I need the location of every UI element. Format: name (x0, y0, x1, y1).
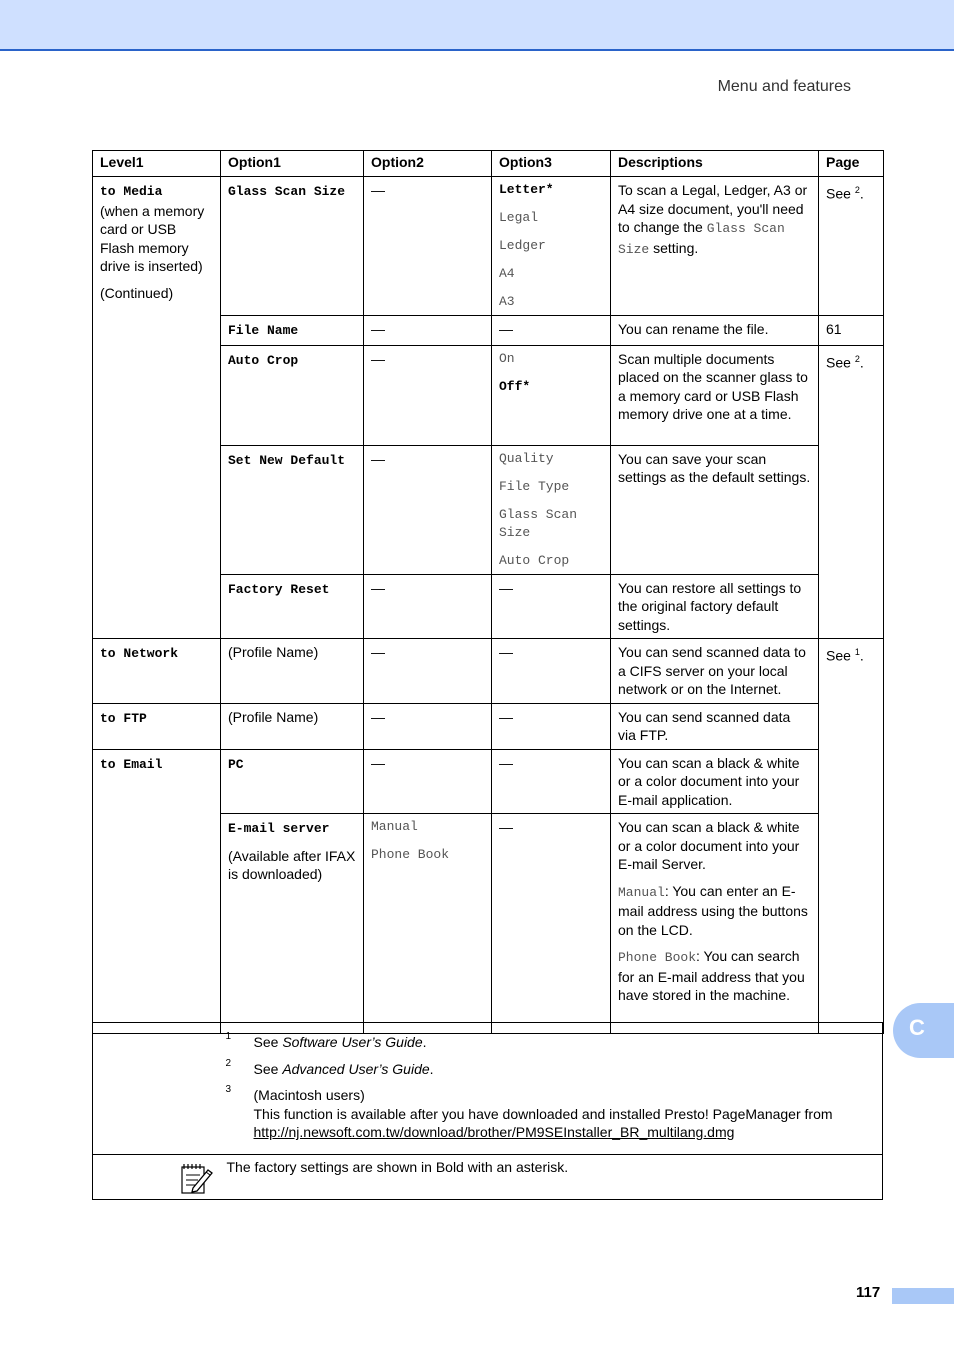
note-text: The factory settings are shown in Bold with an asterisk. (221, 1154, 883, 1200)
description-cell: You can scan a black & white or a color document into your E-mail application. (611, 749, 819, 814)
option3-legal: Legal (499, 210, 539, 225)
description-cell: You can save your scan settings as the default settings. (611, 445, 819, 574)
footnote-number: 2 (225, 1057, 232, 1069)
footnote-2 (221, 1057, 875, 1079)
option3-ledger: Ledger (499, 238, 546, 253)
footnote-guide-title: Software User’s Guide (282, 1034, 423, 1050)
description-cell: You can rename the file. (611, 316, 819, 346)
option3-on: On (499, 350, 515, 366)
col-header-option3: Option3 (492, 151, 611, 177)
level1-media-cell (93, 177, 221, 639)
option3-a3: A3 (499, 294, 515, 309)
level1-media-note: (when a memory card or USB Flash memory drive is inserted) (100, 202, 205, 274)
option3-dash: — (492, 703, 611, 749)
option3-a4: A4 (499, 266, 515, 281)
footnote-period: . (429, 1060, 434, 1077)
footnote-period: . (422, 1034, 427, 1050)
col-header-option2: Option2 (364, 151, 492, 177)
option2-list (364, 814, 492, 1034)
chapter-tab (893, 1003, 954, 1058)
note-pencil-icon (179, 1161, 213, 1195)
footnote-text: (Macintosh users) (253, 1087, 365, 1103)
desc-phone-book-text: : You can search for an E-mail address that you have stored in the machine. (618, 948, 805, 1003)
footnote-guide-title: Advanced User’s Guide (282, 1060, 430, 1077)
option2-dash: — (364, 316, 492, 346)
page-see: See (826, 185, 851, 202)
footnote-number: 1 (225, 1031, 232, 1042)
option3-glass-scan-size: Glass Scan Size (499, 506, 578, 540)
option2-dash: — (364, 749, 492, 814)
option1-set-new-default: Set New Default (228, 452, 346, 468)
option3-dash: — (492, 574, 611, 639)
option3-dash: — (492, 749, 611, 814)
top-banner (0, 0, 954, 51)
footnotes-cell (221, 1023, 883, 1155)
col-header-page: Page (819, 151, 884, 177)
page-number-bar (892, 1288, 954, 1304)
option2-manual: Manual (371, 819, 418, 834)
level1-email: to Email (100, 756, 163, 772)
page-period: . (859, 647, 864, 664)
level1-continued: (Continued) (100, 284, 174, 301)
col-header-level1: Level1 (93, 151, 221, 177)
option1-profile-name: (Profile Name) (221, 639, 364, 704)
description-cell (611, 814, 819, 1034)
desc-phone-book-code: Phone Book (618, 950, 697, 965)
option3-quality: Quality (499, 450, 554, 466)
option3-list (492, 445, 611, 574)
option2-dash: — (364, 345, 492, 445)
option1-email-server: E-mail server (228, 821, 330, 836)
option2-dash: — (364, 177, 492, 316)
page-see: See (826, 647, 851, 664)
level1-network: to Network (100, 646, 179, 661)
desc-phone-book (618, 947, 811, 1005)
option1-glass-scan-size: Glass Scan Size (228, 184, 346, 199)
option2-dash: — (364, 574, 492, 639)
footnote-text: See (253, 1034, 283, 1050)
option1-factory-reset: Factory Reset (228, 581, 330, 597)
menu-table (92, 150, 884, 1034)
footnote-ref: 1 (854, 647, 860, 657)
col-header-descriptions: Descriptions (611, 151, 819, 177)
option2-dash: — (364, 639, 492, 704)
option3-file-type: File Type (499, 478, 570, 494)
description-cell: You can send scanned data via FTP. (611, 703, 819, 749)
option1-file-name: File Name (228, 323, 299, 338)
footnote-number: 3 (225, 1084, 232, 1095)
desc-text: You can scan a black & white or a color document into your E-mail Server. (618, 819, 800, 872)
footnote-text: See (253, 1060, 283, 1077)
page-cell (819, 177, 884, 316)
option1-auto-crop: Auto Crop (228, 352, 299, 368)
page-period: . (859, 354, 864, 371)
desc-code: Glass Scan Size (618, 221, 785, 257)
level1-media: to Media (100, 184, 163, 199)
col-header-option1: Option1 (221, 151, 364, 177)
page-cell (819, 345, 884, 639)
option2-dash: — (364, 703, 492, 749)
option3-letter: Letter* (499, 182, 554, 197)
table-row (93, 703, 884, 749)
option1-pc: PC (228, 756, 244, 772)
option1-email-server-cell (221, 814, 364, 1034)
footnotes-row (93, 1023, 883, 1155)
option3-dash: — (492, 316, 611, 346)
page-period: . (859, 185, 864, 202)
page-cell (819, 639, 884, 1034)
description-cell: You can restore all settings to the original factory default settings. (611, 574, 819, 639)
download-link[interactable]: http://nj.newsoft.com.tw/download/brother/PM9SEInstaller_BR_multilang.dmg (253, 1124, 735, 1140)
desc-manual-text: : You can enter an E-mail address using the buttons on the LCD. (618, 882, 808, 938)
desc-text-post: setting. (649, 239, 699, 256)
table-row (93, 639, 884, 704)
option1-profile-name: (Profile Name) (221, 703, 364, 749)
footnote-ref: 2 (854, 353, 860, 364)
footnote-3 (221, 1086, 875, 1142)
option1-email-server-note: (Available after IFAX is downloaded) (228, 847, 356, 882)
table-row (93, 749, 884, 814)
description-cell: Scan multiple documents placed on the scanner glass to a memory card or USB Flash memory drive one at a time. (611, 345, 819, 445)
page-see: See (826, 354, 851, 371)
option2-dash: — (364, 445, 492, 574)
option3-dash: — (492, 639, 611, 704)
desc-manual-code: Manual (618, 884, 665, 900)
table-row (93, 177, 884, 316)
desc-manual (618, 882, 811, 940)
footnotes-table (92, 1022, 883, 1200)
footnote-text: This function is available after you have downloaded and installed Presto! PageManager from (253, 1105, 833, 1122)
option3-dash: — (492, 814, 611, 1034)
footnote-1 (221, 1033, 875, 1052)
desc-text: To scan a Legal, Ledger, A3 or A4 size document, you'll need to change the (618, 182, 808, 235)
chapter-tab-label: C (909, 1015, 925, 1040)
option2-phone-book: Phone Book (371, 847, 450, 862)
level1-ftp: to FTP (100, 710, 147, 726)
option3-off: Off* (499, 378, 531, 394)
note-row (93, 1154, 883, 1200)
page-cell: 61 (819, 316, 884, 346)
section-header: Menu and features (717, 78, 851, 95)
description-cell: You can send scanned data to a CIFS server on your local network or on the Internet. (611, 639, 819, 704)
table-header-row (93, 151, 884, 177)
option3-auto-crop: Auto Crop (499, 552, 570, 568)
option3-list (492, 177, 611, 316)
page-number: 117 (856, 1284, 881, 1301)
description-cell (611, 177, 819, 316)
option3-list (492, 345, 611, 445)
footnote-ref: 2 (854, 185, 860, 195)
